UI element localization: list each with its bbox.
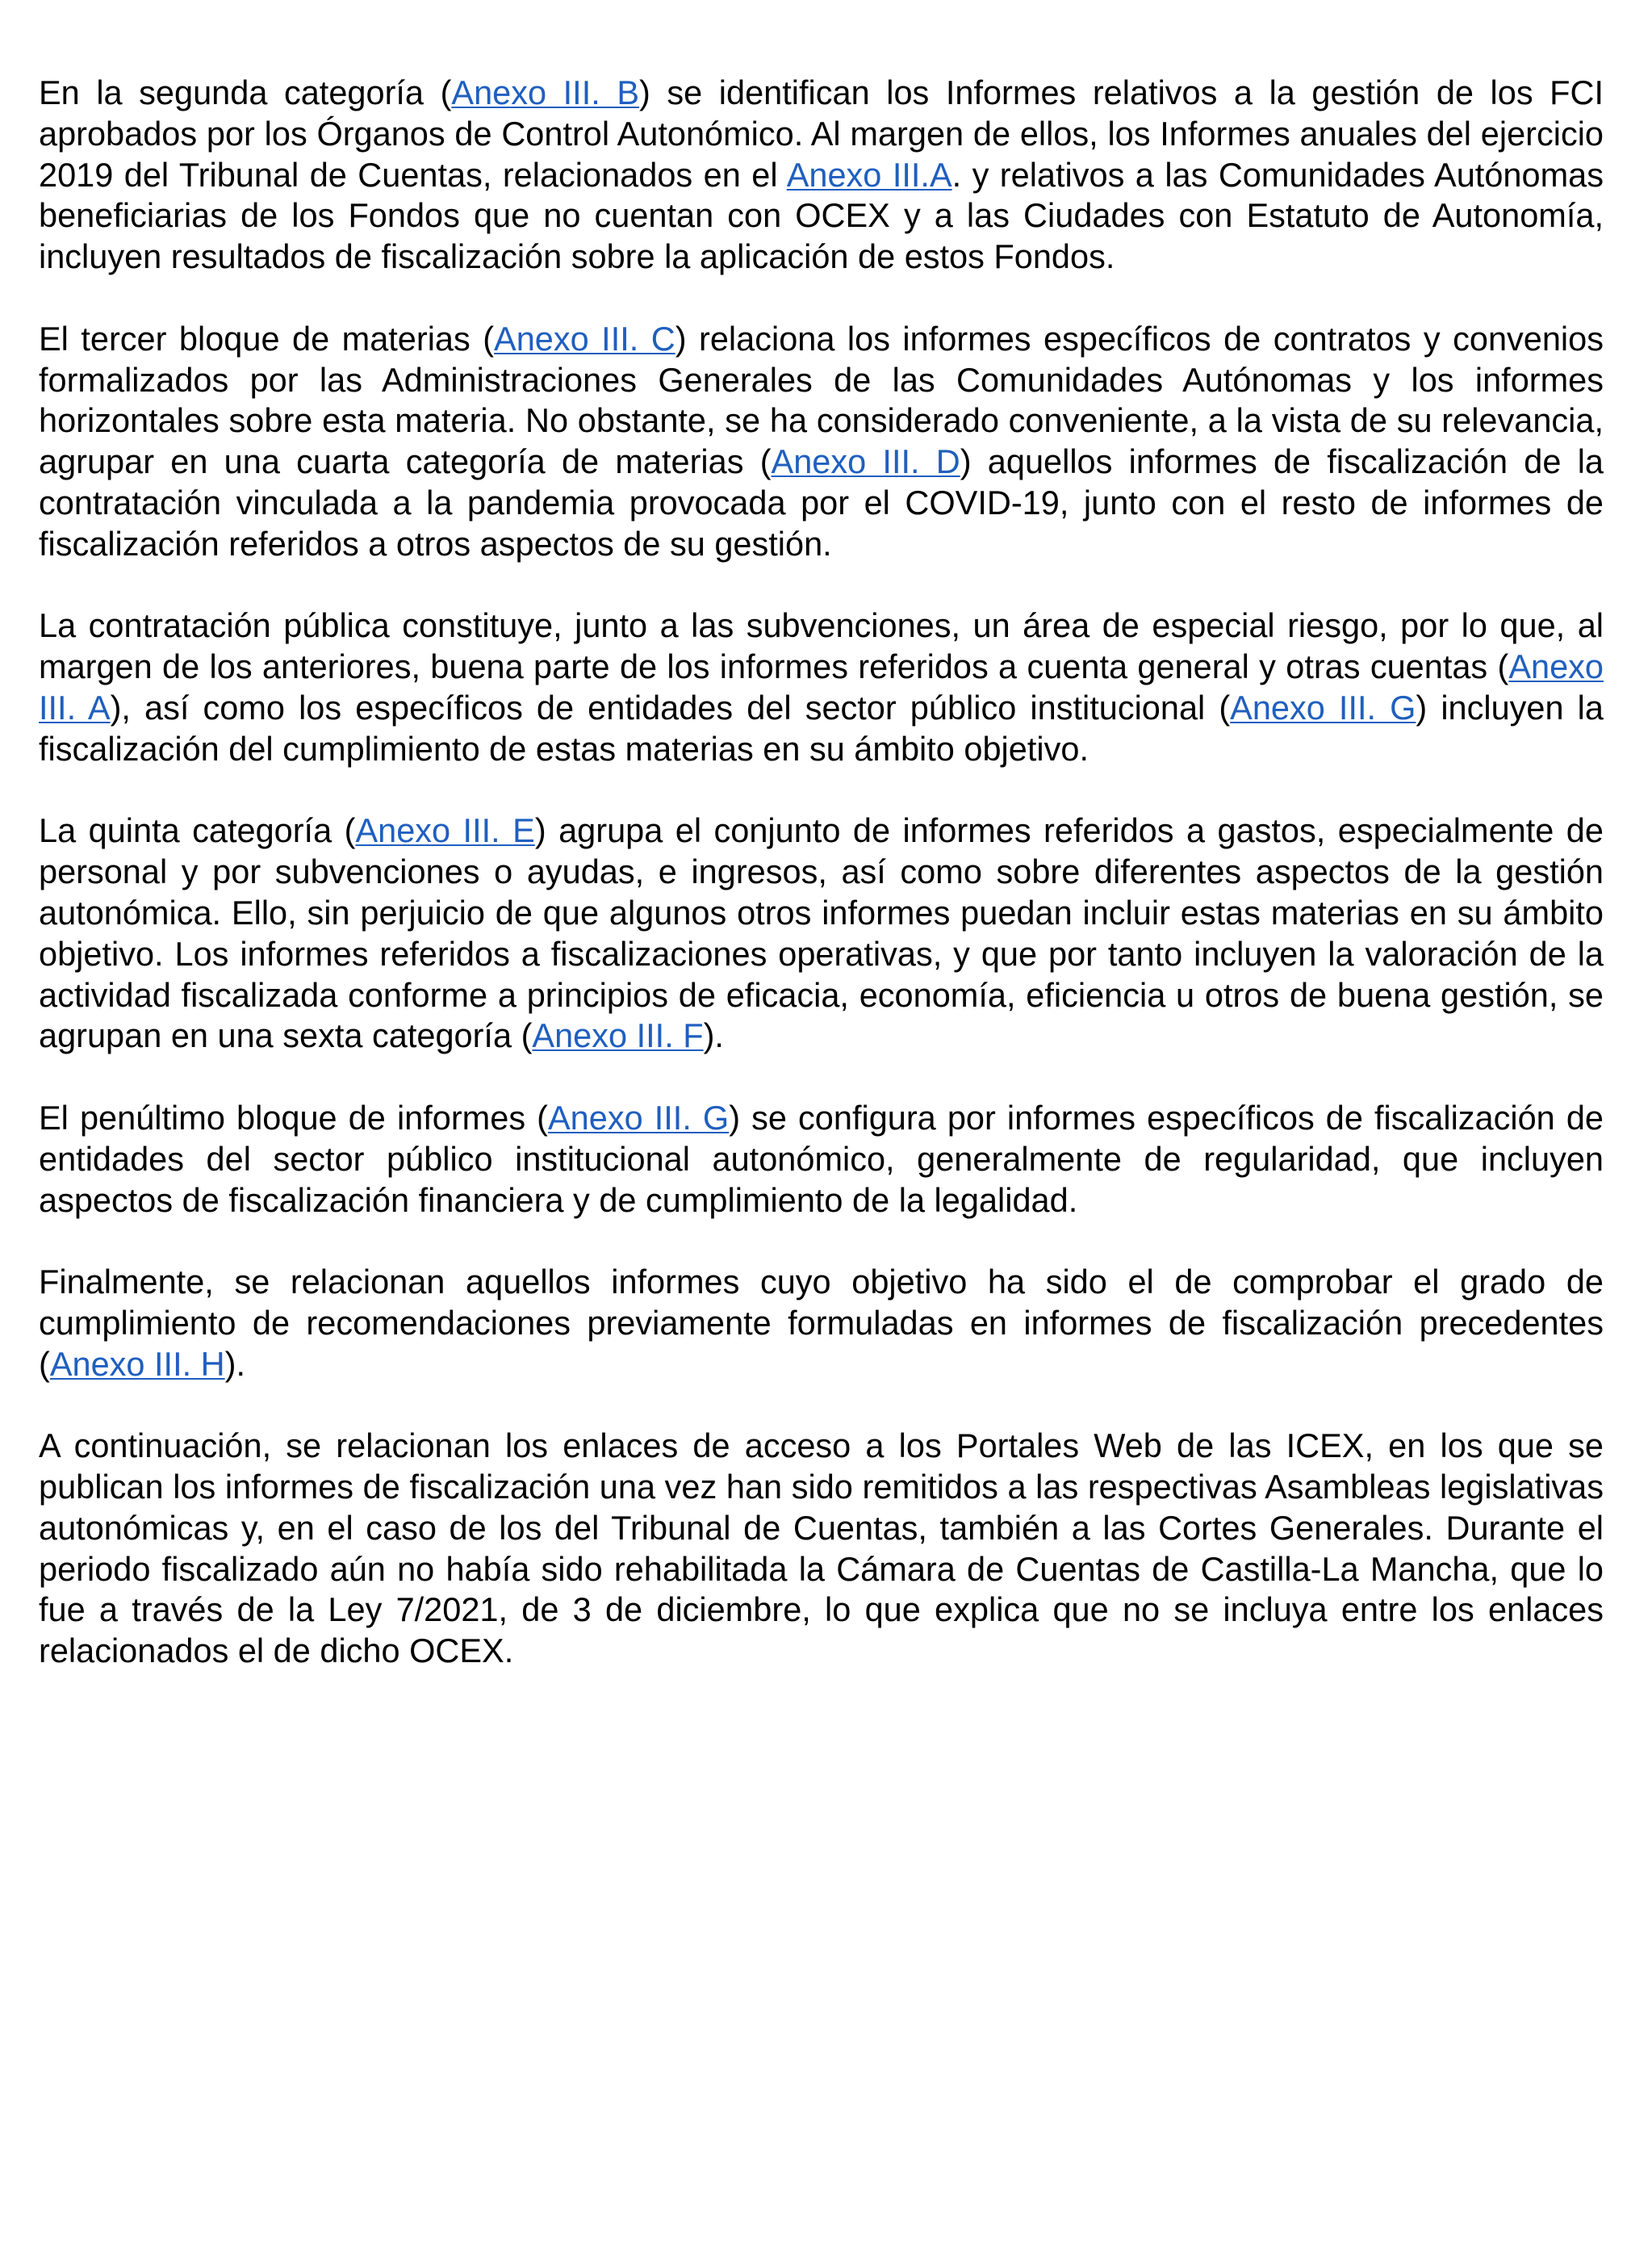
text-segment: ). xyxy=(703,1016,724,1055)
text-segment: ) agrupa el conjunto de informes referidos a gastos, especialmente de personal y por subvenciones o ayudas, e ingresos, así como sobre diferentes aspectos de la gestión autonómica. Ello, sin perjuicio de que algunos otros informes puedan incluir estas materias en su ámbito objetivo. Los informes referidos a fiscalizaciones operativas, y que por tanto incluyen la valoración de la actividad fiscalizada conforme a principios de eficacia, economía, eficiencia u otros de buena gestión, se agrupan en una sexta categoría ( xyxy=(39,811,1604,1055)
paragraph-contratacion-publica xyxy=(39,605,1604,769)
anexo-iii-g-link[interactable]: Anexo III. G xyxy=(547,1098,730,1137)
text-segment: El penúltimo bloque de informes ( xyxy=(39,1098,548,1137)
text-segment: ) se configura por informes específicos de fiscalización de entidades del sector público institucional autonómico, generalmente de regularidad, que incluyen aspectos de fiscalización financiera y de cumplimiento de la legalidad. xyxy=(39,1098,1604,1219)
anexo-iii-a-link[interactable]: Anexo III.A xyxy=(786,155,952,194)
text-segment: Finalmente, se relacionan aquellos informes cuyo objetivo ha sido el de comprobar el grado de cumplimiento de recomendaciones previamente formuladas en informes de fiscalización precedentes ( xyxy=(39,1263,1604,1383)
text-segment: . y relativos a las Comunidades Autónomas beneficiarias de los Fondos que no cuentan con OCEX y a las Ciudades con Estatuto de Autonomía, incluyen resultados de fiscalización sobre la aplicación de estos Fondos. xyxy=(39,155,1604,276)
text-segment: La quinta categoría ( xyxy=(39,811,356,850)
text-segment: ) relaciona los informes específicos de contratos y convenios formalizados por las Administraciones Generales de las Comunidades Autónomas y los informes horizontales sobre esta materia. No obstante, se ha considerado conveniente, a la vista de su relevancia, agrupar en una cuarta categoría de materias ( xyxy=(39,319,1604,481)
anexo-iii-h-link[interactable]: Anexo III. H xyxy=(49,1344,225,1383)
text-segment: ) aquellos informes de fiscalización de la contratación vinculada a la pandemia provocada por el COVID-19, junto con el resto de informes de fiscalización referidos a otros aspectos de su gestión. xyxy=(39,442,1604,563)
paragraph-finalmente xyxy=(39,1262,1604,1384)
text-segment: ) se identifican los Informes relativos a la gestión de los FCI aprobados por los Órganos de Control Autonómico. Al margen de ellos, los Informes anuales del ejercicio 2019 del Tribunal de Cuentas, relacionados en el xyxy=(39,73,1604,194)
anexo-iii-g-link[interactable]: Anexo III. G xyxy=(1230,688,1416,727)
paragraph-tercer-bloque xyxy=(39,319,1604,565)
text-segment: El tercer bloque de materias ( xyxy=(39,319,495,358)
paragraph-segunda-categoria xyxy=(39,73,1604,278)
anexo-iii-b-link[interactable]: Anexo III. B xyxy=(451,73,640,111)
text-segment: La contratación pública constituye, junto a las subvenciones, un área de especial riesgo, por lo que, al margen de los anteriores, buena parte de los informes referidos a cuenta general y otras cuentas ( xyxy=(39,606,1604,686)
anexo-iii-f-link[interactable]: Anexo III. F xyxy=(532,1016,704,1055)
paragraph-quinta-categoria xyxy=(39,811,1604,1057)
paragraph-penultimo-bloque xyxy=(39,1098,1604,1221)
paragraph-enlaces-portales xyxy=(39,1426,1604,1672)
text-segment: ) incluyen la fiscalización del cumplimiento de estas materias en su ámbito objetivo. xyxy=(39,688,1604,768)
text-segment: ), así como los específicos de entidades del sector público institucional ( xyxy=(110,688,1231,727)
text-segment: En la segunda categoría ( xyxy=(39,73,452,111)
anexo-iii-e-link[interactable]: Anexo III. E xyxy=(355,811,535,850)
anexo-iii-c-link[interactable]: Anexo III. C xyxy=(494,319,675,358)
text-segment: A continuación, se relacionan los enlaces de acceso a los Portales Web de las ICEX, en los que se publican los informes de fiscalización una vez han sido remitidos a las respectivas Asambleas legislativas autonómicas y, en el caso de los del Tribunal de Cuentas, también a las Cortes Generales. Durante el periodo fiscalizado aún no había sido rehabilitada la Cámara de Cuentas de Castilla-La Mancha, que lo fue a través de la Ley 7/2021, de 3 de diciembre, lo que explica que no se incluya entre los enlaces relacionados el de dicho OCEX. xyxy=(39,1426,1604,1670)
anexo-iii-d-link[interactable]: Anexo III. D xyxy=(771,442,960,481)
anexo-iii-a-link[interactable]: Anexo III. A xyxy=(39,647,1604,727)
text-segment: ). xyxy=(224,1344,246,1383)
